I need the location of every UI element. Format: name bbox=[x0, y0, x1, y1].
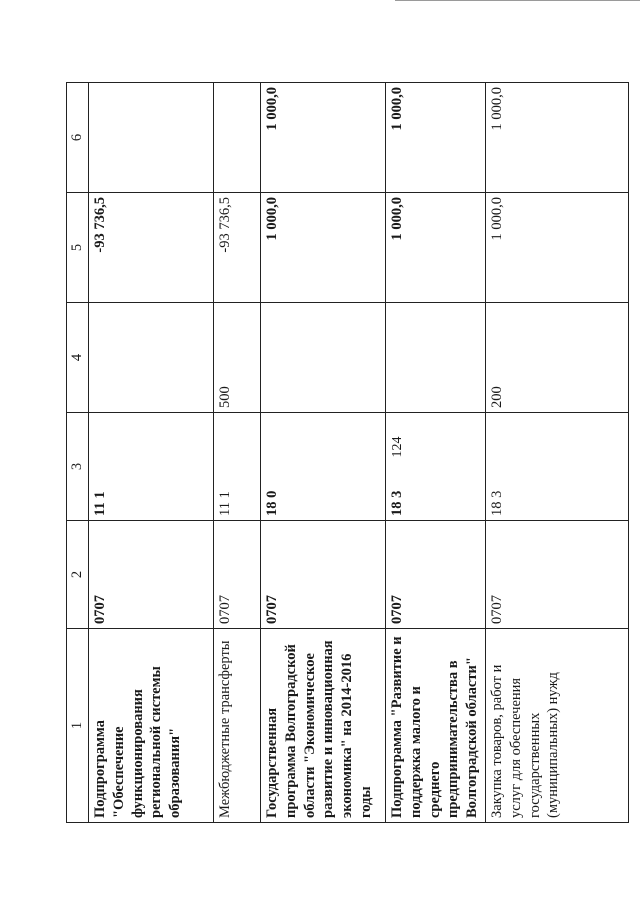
table-row bbox=[485, 83, 628, 823]
program-code: 11 1 bbox=[213, 413, 260, 521]
program-code: 18 3 bbox=[385, 413, 485, 521]
top-edge-line bbox=[395, 0, 640, 1]
col-header-2: 2 bbox=[67, 521, 89, 629]
section-code: 0707 bbox=[213, 521, 260, 629]
section-code: 0707 bbox=[485, 521, 628, 629]
row-name: Государственная программа Волгоградской области "Экономическое развитие и инновационная экономика" на 2014-2016 годы bbox=[260, 629, 385, 823]
amount-col6: 1 000,0 bbox=[260, 83, 385, 193]
col-header-4: 4 bbox=[67, 303, 89, 413]
amount-col5: 1 000,0 bbox=[260, 193, 385, 303]
amount-col6: 1 000,0 bbox=[385, 83, 485, 193]
section-code: 0707 bbox=[88, 521, 213, 629]
col-header-1: 1 bbox=[67, 629, 89, 823]
section-code: 0707 bbox=[385, 521, 485, 629]
expense-type-code: 500 bbox=[213, 303, 260, 413]
expense-type-code bbox=[260, 303, 385, 413]
page-number: 124 bbox=[390, 436, 405, 458]
row-name: Закупка товаров, работ и услуг для обеспечения государственных (муниципальных) нужд bbox=[485, 629, 628, 823]
col-header-6: 6 bbox=[67, 83, 89, 193]
row-name: Межбюджетные трансферты bbox=[213, 629, 260, 823]
expense-type-code bbox=[385, 303, 485, 413]
budget-table bbox=[66, 82, 629, 823]
program-code: 18 0 bbox=[260, 413, 385, 521]
program-code: 18 3 bbox=[485, 413, 628, 521]
rotated-table-container bbox=[66, 83, 624, 823]
amount-col5: -93 736,5 bbox=[88, 193, 213, 303]
amount-col6: 1 000,0 bbox=[485, 83, 628, 193]
row-name: Подпрограмма "Развитие и поддержка малого и среднего предпринимательства в Волгоградской области" bbox=[385, 629, 485, 823]
table-row bbox=[260, 83, 385, 823]
program-code: 11 1 bbox=[88, 413, 213, 521]
col-header-5: 5 bbox=[67, 193, 89, 303]
amount-col5: 1 000,0 bbox=[485, 193, 628, 303]
table-row bbox=[88, 83, 213, 823]
row-name: Подпрограмма "Обеспечение функционирования региональной системы образования" bbox=[88, 629, 213, 823]
amount-col5: -93 736,5 bbox=[213, 193, 260, 303]
table-row bbox=[213, 83, 260, 823]
table-header-row bbox=[67, 83, 89, 823]
expense-type-code bbox=[88, 303, 213, 413]
table-row bbox=[385, 83, 485, 823]
amount-col6 bbox=[88, 83, 213, 193]
expense-type-code: 200 bbox=[485, 303, 628, 413]
amount-col5: 1 000,0 bbox=[385, 193, 485, 303]
amount-col6 bbox=[213, 83, 260, 193]
section-code: 0707 bbox=[260, 521, 385, 629]
col-header-3: 3 bbox=[67, 413, 89, 521]
